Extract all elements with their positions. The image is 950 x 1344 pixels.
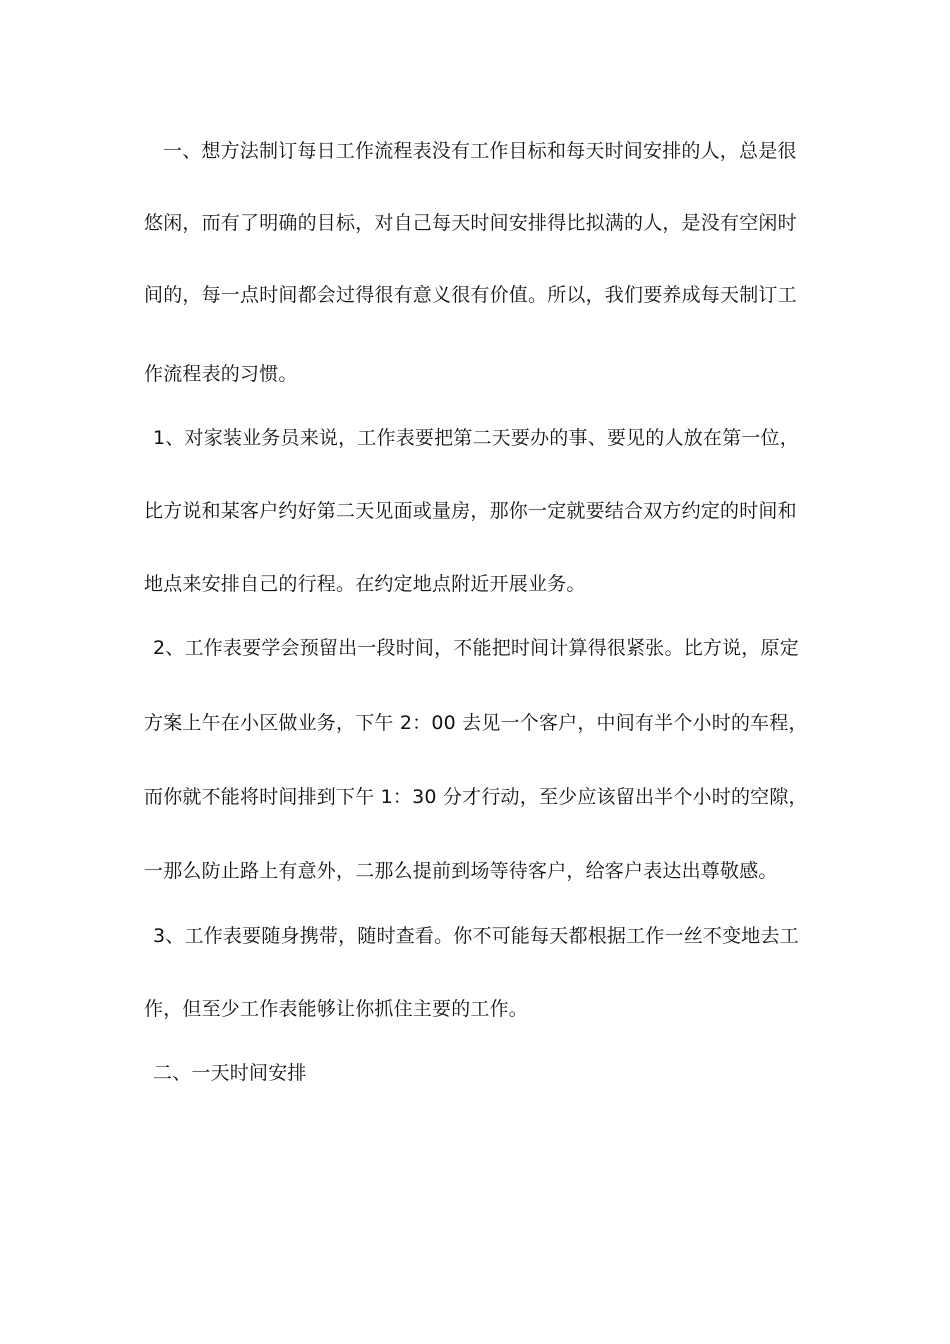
paragraph-line: 作，但至少工作表能够让你抓住主要的工作。 xyxy=(144,998,529,1020)
section-1-heading-line: 一、想方法制订每日工作流程表没有工作目标和每天时间安排的人，总是很 xyxy=(163,140,797,162)
paragraph-line: 而你就不能将时间排到下午 1：30 分才行动，至少应该留出半个小时的空隙， xyxy=(144,786,808,808)
paragraph-line: 方案上午在小区做业务，下午 2：00 去见一个客户，中间有半个小时的车程， xyxy=(144,712,808,734)
paragraph-line: 悠闲，而有了明确的目标，对自己每天时间安排得比拟满的人，是没有空闲时 xyxy=(144,212,797,234)
paragraph-line: 地点来安排自己的行程。在约定地点附近开展业务。 xyxy=(144,573,586,595)
paragraph-line: 作流程表的习惯。 xyxy=(144,363,298,385)
paragraph-line: 比方说和某客户约好第二天见面或量房，那你一定就要结合双方约定的时间和 xyxy=(144,500,797,522)
list-item-2-line: 2、工作表要学会预留出一段时间，不能把时间计算得很紧张。比方说，原定 xyxy=(153,637,799,659)
paragraph-line: 一那么防止路上有意外，二那么提前到场等待客户，给客户表达出尊敬感。 xyxy=(144,860,778,882)
list-item-1-line: 1、对家装业务员来说，工作表要把第二天要办的事、要见的人放在第一位， xyxy=(153,427,799,449)
list-item-3-line: 3、工作表要随身携带，随时查看。你不可能每天都根据工作一丝不变地去工 xyxy=(153,925,799,947)
section-2-heading-line: 二、一天时间安排 xyxy=(153,1062,307,1084)
paragraph-line: 间的，每一点时间都会过得很有意义很有价值。所以，我们要养成每天制订工 xyxy=(144,284,797,306)
